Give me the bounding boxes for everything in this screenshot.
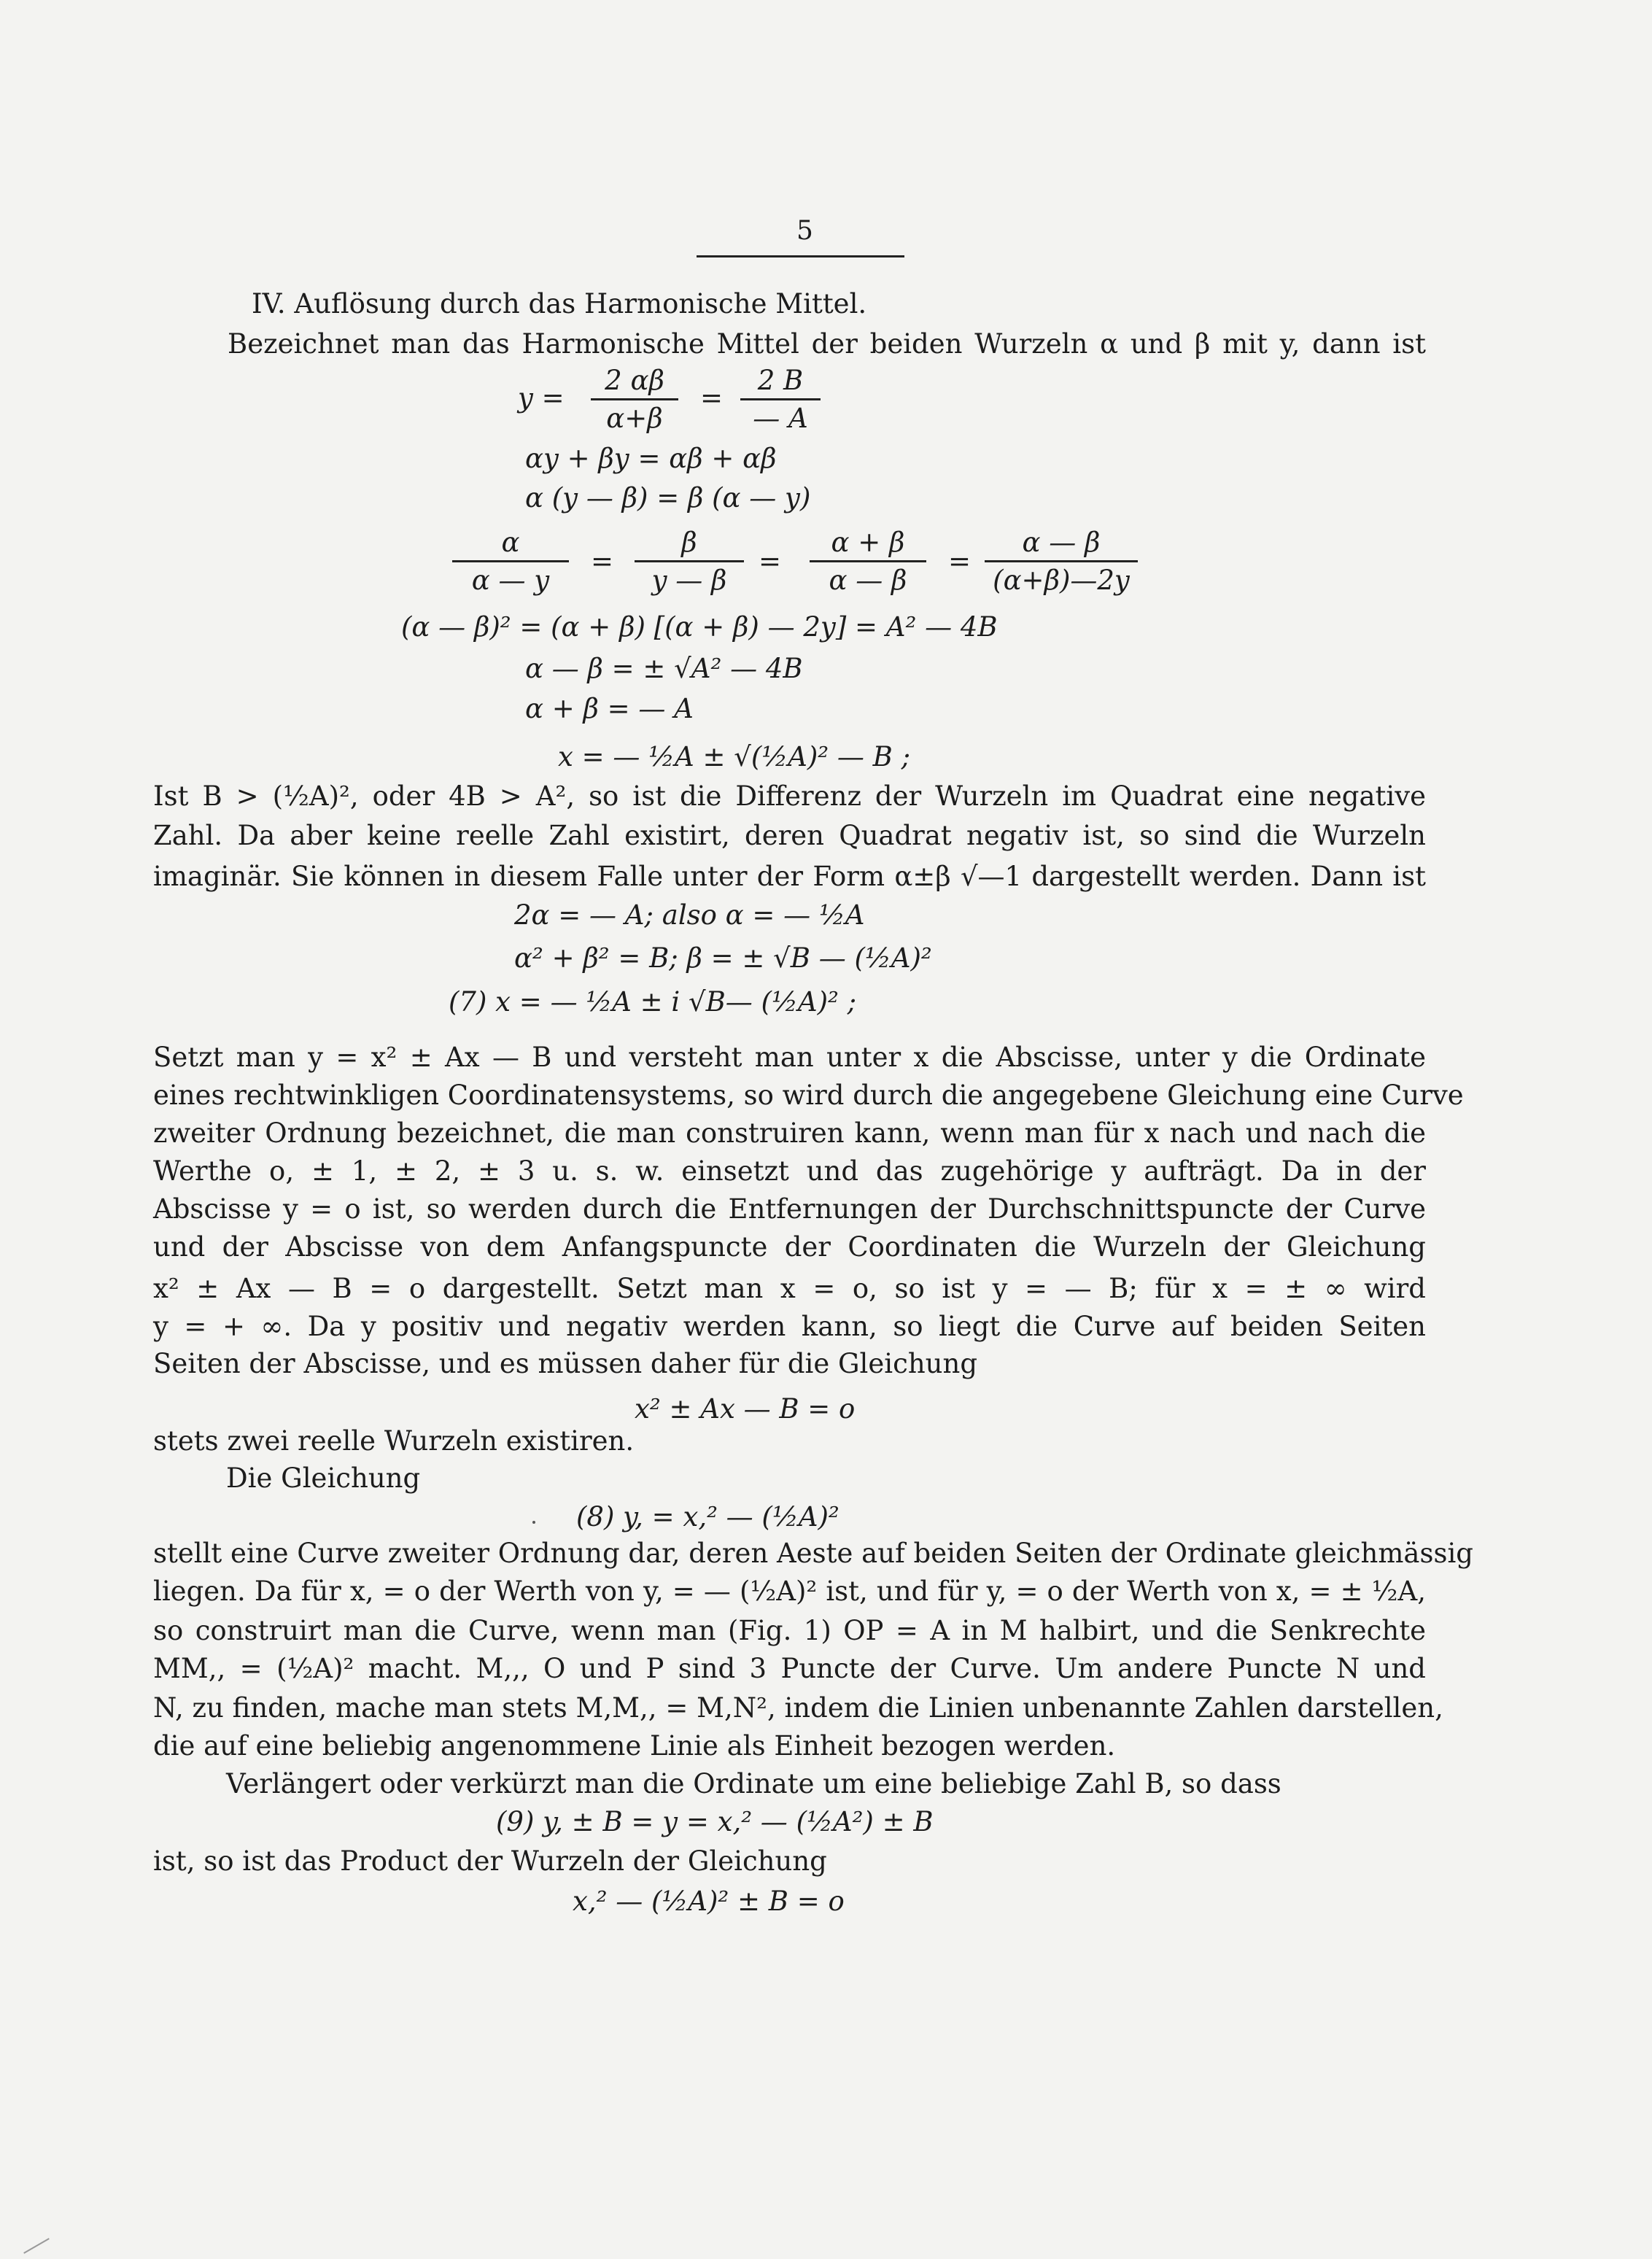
paragraph-line: stellt eine Curve zweiter Ordnung dar, deren Aeste auf beiden Seiten der Ordinate gleichmässig xyxy=(153,1538,1473,1569)
equation-d: (α — β)² = (α + β) [(α + β) — 2y] = A² — 4B xyxy=(401,611,998,643)
equation-g: x = — ½A ± √(½A)² — B ; xyxy=(558,741,911,772)
print-speck xyxy=(532,1521,535,1524)
page-number: 5 xyxy=(796,216,813,246)
equation-c-numerator-4: α — β xyxy=(1022,527,1101,558)
fraction-bar xyxy=(740,398,821,400)
fraction-bar xyxy=(591,398,678,400)
equals-sign: = xyxy=(591,546,614,577)
equation-b: α (y — β) = β (α — y) xyxy=(525,482,811,514)
paragraph-line: Setzt man y = x² ± Ax — B und versteht man unter x die Abscisse, unter y die Ordinate xyxy=(153,1042,1426,1073)
paragraph-line: Ist B > (½A)², oder 4B > A², so ist die Differenz der Wurzeln im Quadrat eine negative xyxy=(153,780,1426,812)
equation-c-numerator-1: α xyxy=(501,527,520,558)
paragraph-line: zweiter Ordnung bezeichnet, die man construiren kann, wenn man für x nach und nach die xyxy=(153,1117,1426,1149)
equation-c-denominator-2: y — β xyxy=(651,565,727,596)
paragraph-line: x² ± Ax — B = o dargestellt. Setzt man x = o, so ist y = — B; für x = ± ∞ wird xyxy=(153,1273,1426,1304)
equation-c-denominator-3: α — β xyxy=(829,565,907,596)
equation-8: (8) y, = x,² — (½A)² xyxy=(576,1501,839,1533)
paragraph-line: die auf eine beliebig angenommene Linie als Einheit bezogen werden. xyxy=(153,1730,1116,1762)
equation-y-lhs: y = xyxy=(518,382,565,414)
paragraph-line: y = + ∞. Da y positiv und negativ werden kann, so liegt die Curve auf beiden Seiten xyxy=(153,1311,1426,1342)
paragraph-line: imaginär. Sie können in diesem Falle unter der Form α±β √—1 dargestellt werden. Dann ist xyxy=(153,861,1426,892)
paragraph-line: Verlängert oder verkürzt man die Ordinate um eine beliebige Zahl B, so dass xyxy=(226,1768,1281,1799)
equation-y-numerator-2: 2 B xyxy=(757,365,804,396)
equation-y-equals: = xyxy=(700,382,724,414)
equation-c-denominator-4: (α+β)—2y xyxy=(993,565,1130,596)
paragraph-line: Zahl. Da aber keine reelle Zahl existirt, deren Quadrat negativ ist, so sind die Wurzeln xyxy=(153,820,1426,851)
header-rule xyxy=(697,255,904,257)
equation-c-denominator-1: α — y xyxy=(471,565,550,596)
paragraph-line: Abscisse y = o ist, so werden durch die Entfernungen der Durchschnittspuncte der Curve xyxy=(153,1193,1426,1225)
paragraph-line: Werthe o, ± 1, ± 2, ± 3 u. s. w. einsetzt und das zugehörige y aufträgt. Da in der xyxy=(153,1155,1426,1187)
equation-c-numerator-2: β xyxy=(681,527,697,558)
paper-mark xyxy=(23,2238,50,2254)
equation-c-numerator-3: α + β xyxy=(831,527,905,558)
section-heading: IV. Auflösung durch das Harmonische Mittel. xyxy=(252,288,867,319)
paragraph-line: stets zwei reelle Wurzeln existiren. xyxy=(153,1425,635,1457)
equation-j: x² ± Ax — B = o xyxy=(635,1393,856,1425)
paragraph-line: eines rechtwinkligen Coordinatensystems, so wird durch die angegebene Gleichung eine Curve xyxy=(153,1080,1464,1111)
equation-9: (9) y, ± B = y = x,² — (½A²) ± B xyxy=(496,1806,934,1837)
equation-k: x,² — (½A)² ± B = o xyxy=(573,1886,845,1917)
equation-y-denominator-2: — A xyxy=(753,403,808,434)
equation-h: 2α = — A; also α = — ½A xyxy=(514,899,865,931)
equation-i: α² + β² = B; β = ± √B — (½A)² xyxy=(514,942,932,974)
equals-sign: = xyxy=(759,546,782,577)
paragraph-line: Seiten der Abscisse, und es müssen daher für die Gleichung xyxy=(153,1348,978,1379)
paragraph-line: und der Abscisse von dem Anfangspuncte der Coordinaten die Wurzeln der Gleichung xyxy=(153,1231,1426,1263)
fraction-bar xyxy=(452,560,569,562)
paragraph-line: MM,, = (½A)² macht. M,,, O und P sind 3 Puncte der Curve. Um andere Puncte N und xyxy=(153,1653,1426,1684)
fraction-bar xyxy=(810,560,926,562)
equation-y-denominator-1: α+β xyxy=(606,403,663,434)
fraction-bar xyxy=(985,560,1138,562)
equation-a: αy + βy = αβ + αβ xyxy=(525,443,777,474)
intro-line: Bezeichnet man das Harmonische Mittel der beiden Wurzeln α und β mit y, dann ist xyxy=(228,328,1426,360)
equation-f: α + β = — A xyxy=(525,693,694,724)
paragraph-line: liegen. Da für x, = o der Werth von y, = — (½A)² ist, und für y, = o der Werth von x, = ± ½A, xyxy=(153,1576,1426,1607)
equation-7: (7) x = — ½A ± i √B— (½A)² ; xyxy=(449,986,857,1018)
equation-y-numerator-1: 2 αβ xyxy=(605,365,664,396)
paragraph-line: so construirt man die Curve, wenn man (Fig. 1) OP = A in M halbirt, und die Senkrechte xyxy=(153,1615,1426,1646)
equals-sign: = xyxy=(948,546,972,577)
paragraph-line: Die Gleichung xyxy=(226,1462,421,1494)
fraction-bar xyxy=(635,560,744,562)
paragraph-line: ist, so ist das Product der Wurzeln der Gleichung xyxy=(153,1845,827,1877)
equation-e: α — β = ± √A² — 4B xyxy=(525,653,803,684)
paragraph-line: N, zu finden, mache man stets M,M,, = M,N², indem die Linien unbenannte Zahlen darstellen, xyxy=(153,1692,1443,1724)
